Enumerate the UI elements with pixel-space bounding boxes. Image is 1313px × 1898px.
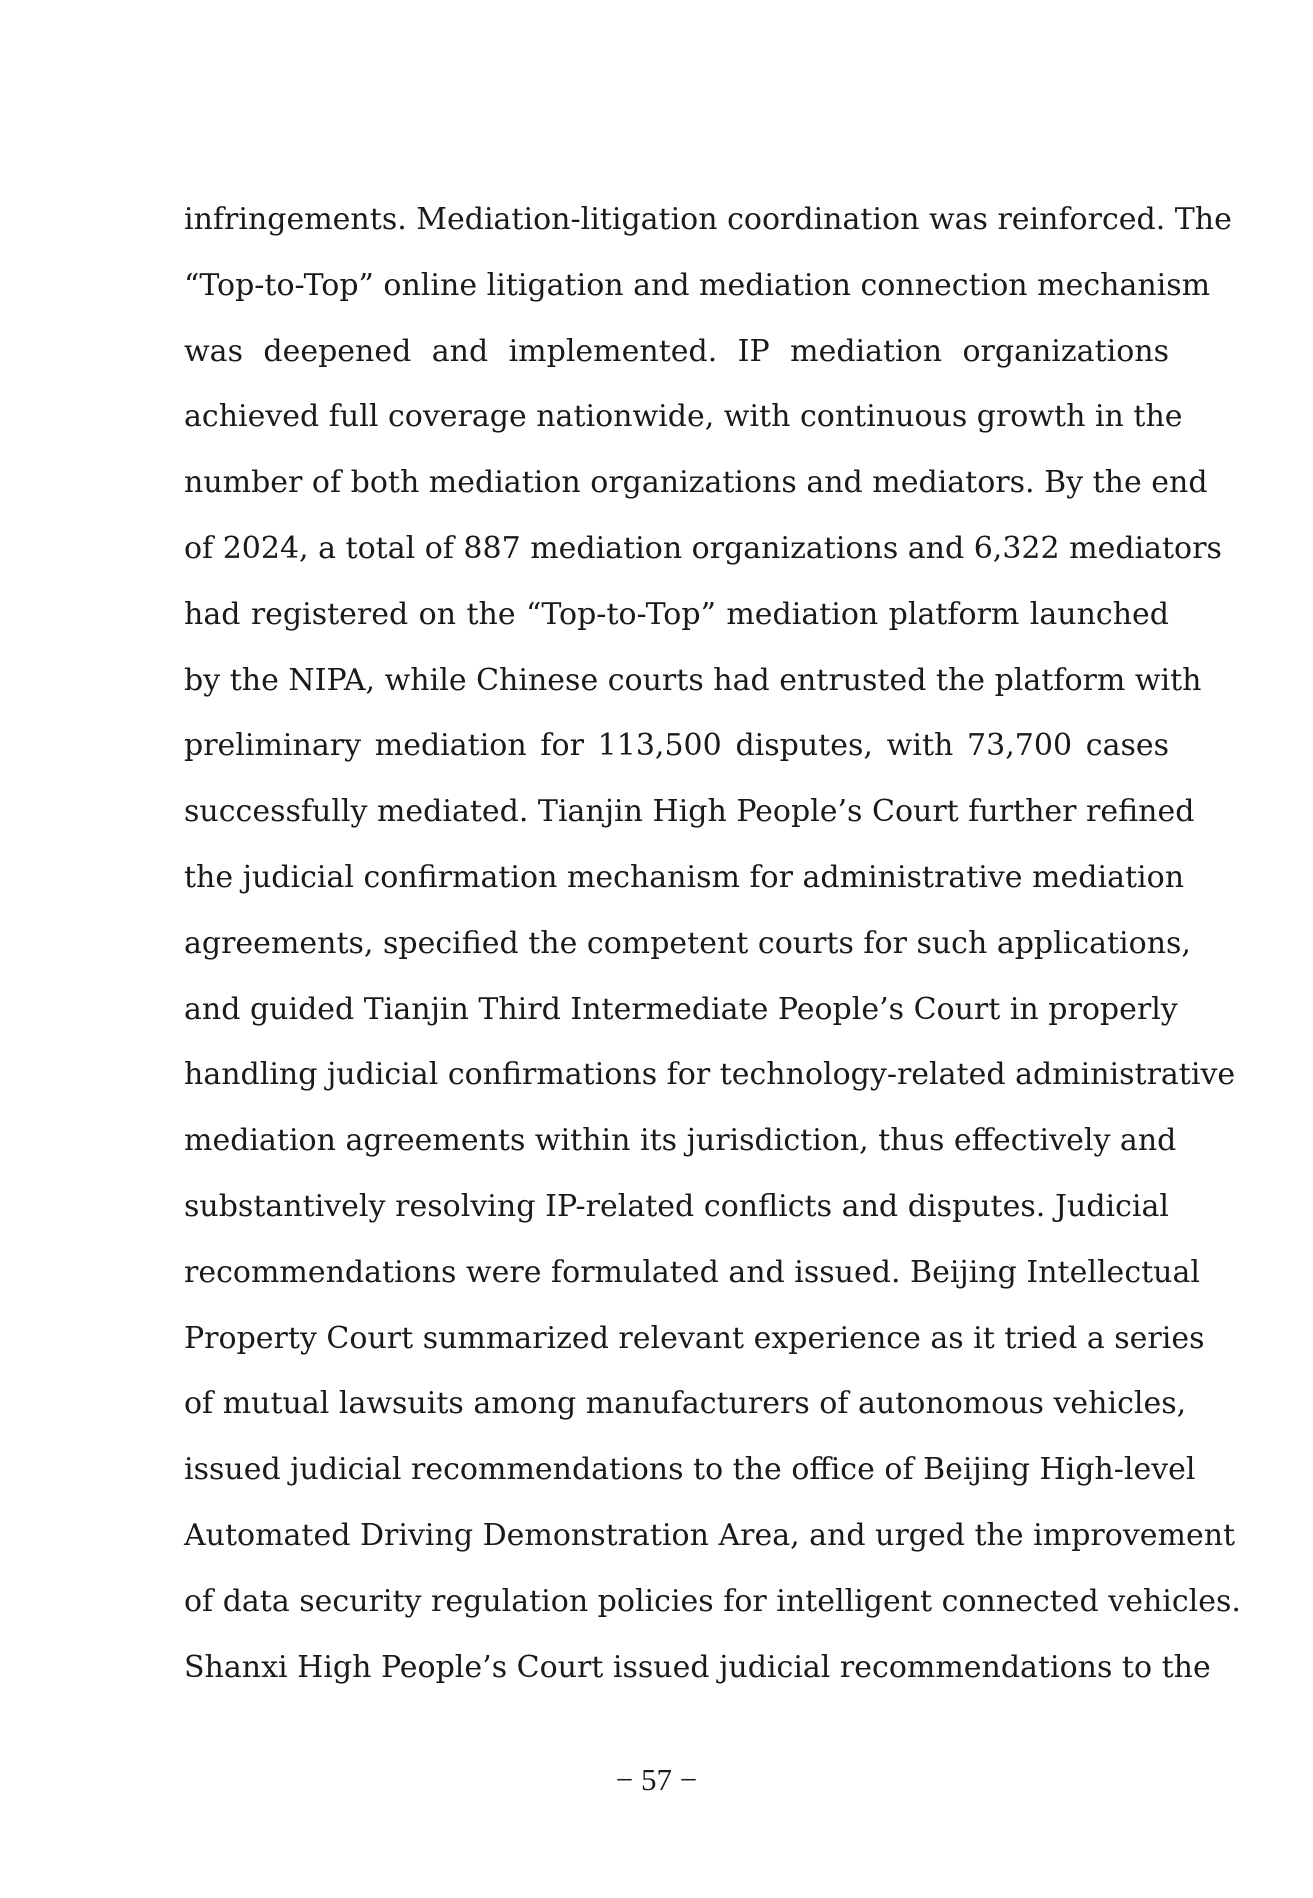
text-line: by the NIPA, while Chinese courts had entrusted the platform with: [184, 662, 1202, 698]
text-line: the judicial confirmation mechanism for administrative mediation: [184, 859, 1185, 895]
text-line: Automated Driving Demonstration Area, and urged the improvement: [184, 1517, 1236, 1553]
text-line: and guided Tianjin Third Intermediate People’s Court in properly: [184, 991, 1178, 1027]
text-line: Property Court summarized relevant experience as it tried a series: [184, 1320, 1205, 1356]
text-line: of data security regulation policies for intelligent connected vehicles.: [184, 1583, 1241, 1619]
text-line: achieved full coverage nationwide, with continuous growth in the: [184, 399, 1183, 435]
text-line: Shanxi High People’s Court issued judicial recommendations to the: [184, 1649, 1211, 1685]
text-line: had registered on the “Top-to-Top” mediation platform launched: [184, 596, 1169, 632]
text-line: “Top-to-Top” online litigation and mediation connection mechanism: [184, 267, 1211, 303]
body-paragraph: [184, 193, 1241, 1706]
text-line: issued judicial recommendations to the office of Beijing High-level: [184, 1452, 1196, 1488]
text-line: of 2024, a total of 887 mediation organizations and 6,322 mediators: [184, 530, 1222, 566]
text-line: handling judicial confirmations for technology-related administrative: [184, 1057, 1236, 1093]
text-line: recommendations were formulated and issued. Beijing Intellectual: [184, 1254, 1200, 1290]
text-line: of mutual lawsuits among manufacturers of autonomous vehicles,: [184, 1386, 1187, 1422]
text-line: infringements. Mediation-litigation coordination was reinforced. The: [184, 202, 1232, 237]
text-line: agreements, specified the competent courts for such applications,: [184, 925, 1191, 961]
text-line: substantively resolving IP-related conflicts and disputes. Judicial: [184, 1188, 1169, 1224]
text-line: number of both mediation organizations and mediators. By the end: [184, 465, 1208, 501]
text-line: successfully mediated. Tianjin High People’s Court further refined: [184, 794, 1195, 830]
text-line: was deepened and implemented. IP mediation organizations: [184, 333, 1169, 369]
text-line: preliminary mediation for 113,500 disputes, with 73,700 cases: [184, 728, 1169, 764]
text-line: mediation agreements within its jurisdiction, thus effectively and: [184, 1123, 1177, 1159]
page-number: − 57 −: [615, 1762, 698, 1797]
